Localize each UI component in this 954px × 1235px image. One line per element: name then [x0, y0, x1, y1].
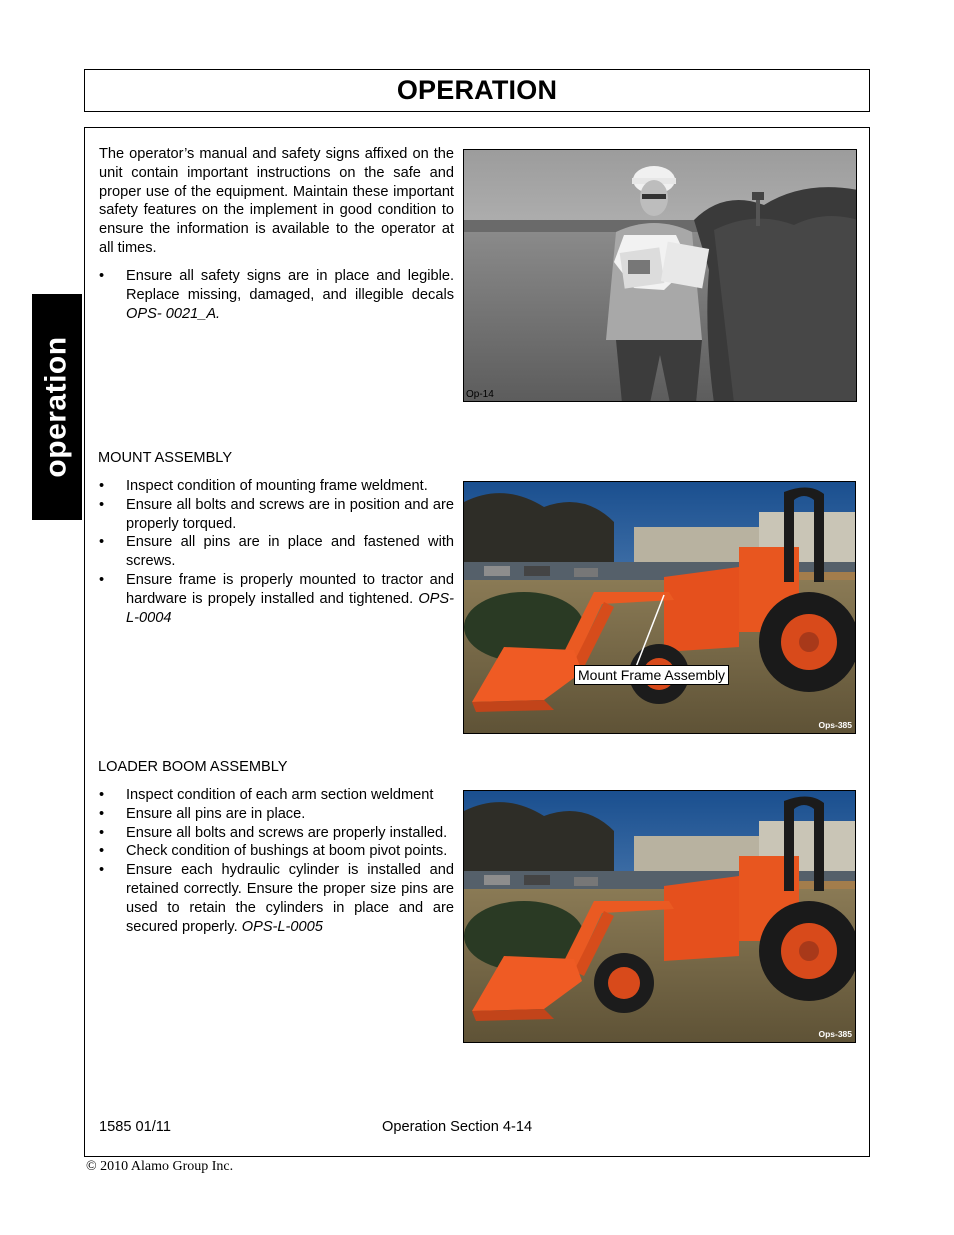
side-tab-label: operation [40, 336, 74, 478]
bullet-glyph: • [99, 478, 105, 494]
list-item [99, 824, 454, 843]
intro-bullet-list [99, 267, 454, 323]
list-item [99, 533, 454, 571]
copyright: © 2010 Alamo Group Inc. [86, 1159, 234, 1174]
doc-number: 1585 01/11 [99, 1119, 171, 1135]
side-tab [32, 294, 82, 520]
list-item [99, 267, 454, 323]
tractor-illustration [464, 482, 856, 734]
bullet-glyph: • [99, 496, 105, 513]
bullet-text: Ensure frame is properly mounted to tractor and hardware is propely installed and tightened. [126, 571, 454, 607]
list-item [99, 861, 454, 936]
figure-caption: Ops-385 [818, 720, 852, 730]
list-item [99, 571, 454, 627]
bullet-glyph: • [99, 268, 105, 284]
operator-photo-illustration [464, 150, 857, 402]
list-item [99, 786, 454, 805]
bullet-glyph: • [99, 571, 105, 588]
loader-boom-list [99, 786, 454, 936]
bullet-glyph: • [99, 534, 105, 551]
ops-reference: OPS-L-0004 [126, 590, 454, 626]
bullet-glyph: • [99, 843, 105, 860]
ops-reference: OPS-L-0005 [241, 918, 323, 935]
list-item [99, 805, 454, 824]
bullet-text: Ensure each hydraulic cylinder is installed and retained correctly. Ensure the proper size pins are used to retain the cylinders in place and are secured properly. [126, 862, 454, 935]
figure-caption: Ops-385 [818, 1029, 852, 1039]
header-box [84, 69, 870, 112]
intro-paragraph: The operator’s manual and safety signs affixed on the unit contain important instructions on the safe and proper use of the equipment. Maintain these important safety features on the implement in good condition to ensure the information is available to the operator at all times. [99, 146, 454, 256]
ops-reference: OPS- 0021_A. [126, 305, 221, 322]
section-page-number: Operation Section 4-14 [382, 1119, 533, 1135]
bullet-text: Ensure all pins are in place. [126, 805, 306, 822]
page-title: OPERATION [396, 75, 558, 105]
figure-caption: Op-14 [466, 389, 494, 400]
bullet-text: Check condition of bushings at boom pivot points. [126, 843, 448, 860]
mount-frame-callout: Mount Frame Assembly [574, 665, 729, 685]
bullet-text: Ensure all pins are in place and fastened with screws. [126, 534, 454, 570]
tractor-loader-boom-photo [463, 790, 856, 1043]
mount-assembly-list [99, 477, 454, 627]
bullet-glyph: • [99, 862, 105, 879]
bullet-glyph: • [99, 805, 105, 822]
bullet-text: Ensure all bolts and screws are in position and are properly torqued. [126, 496, 454, 532]
bullet-text: Inspect condition of each arm section weldment [126, 787, 434, 803]
bullet-glyph: • [99, 787, 105, 803]
operator-reading-manual-photo [463, 149, 857, 402]
bullet-text: Ensure all safety signs are in place and legible. Replace missing, damaged, and illegible decals [126, 268, 454, 303]
bullet-glyph: • [99, 824, 105, 841]
tractor-loader-photo [463, 481, 856, 734]
loader-boom-heading: LOADER BOOM ASSEMBLY [98, 759, 288, 775]
list-item [99, 496, 454, 534]
list-item [99, 842, 454, 861]
tractor-illustration [464, 791, 856, 1043]
mount-assembly-heading: MOUNT ASSEMBLY [98, 450, 233, 466]
bullet-text: Inspect condition of mounting frame weldment. [126, 478, 428, 494]
bullet-text: Ensure all bolts and screws are properly installed. [126, 824, 448, 841]
list-item [99, 477, 454, 496]
